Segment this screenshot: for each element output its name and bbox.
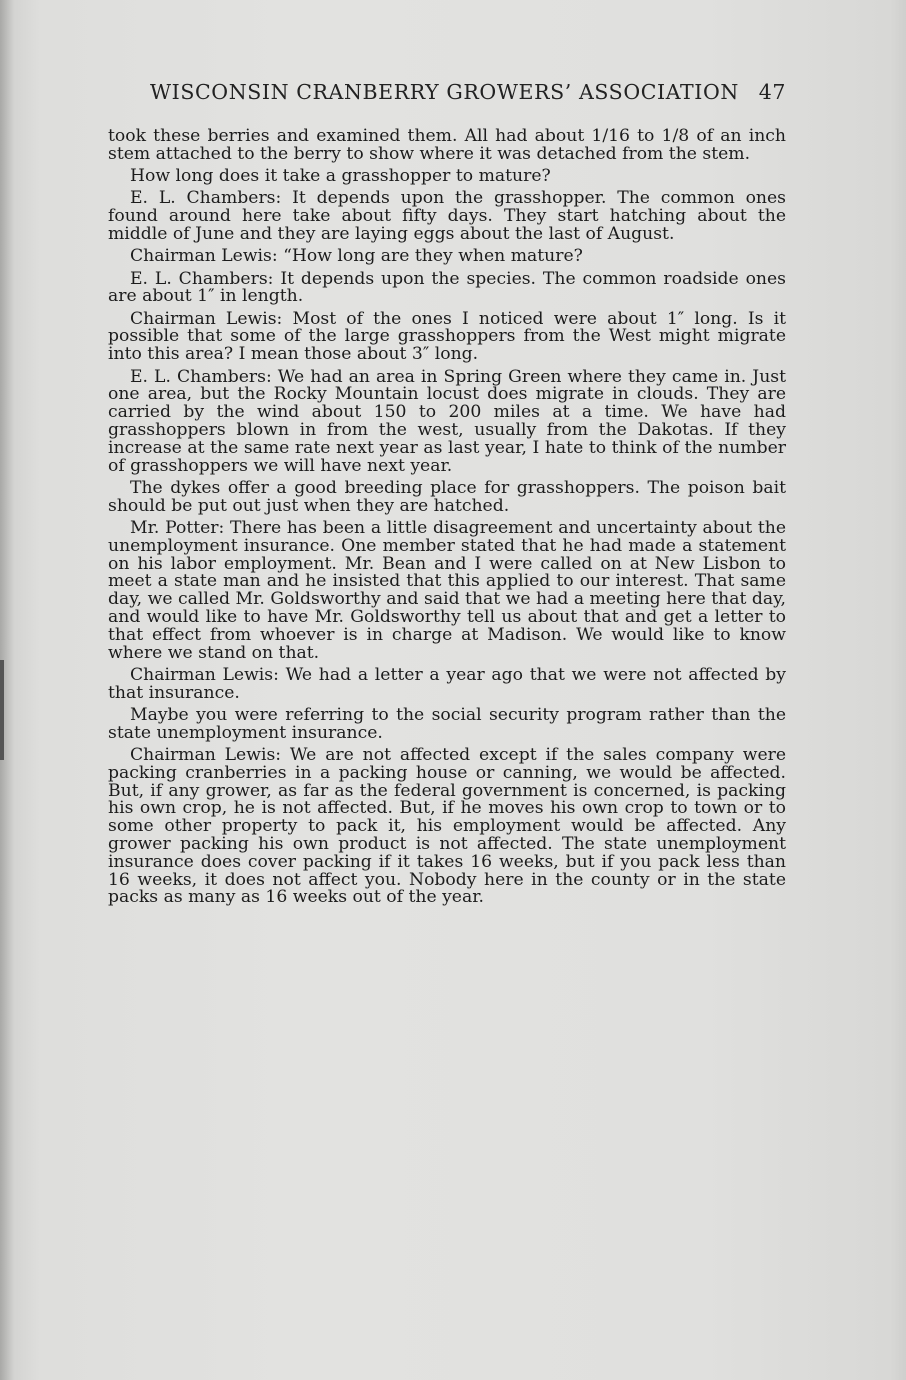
paragraph: Mr. Potter: There has been a little disagreement and uncertainty about the unemployment insurance. One member stated that he had made a statement on his labor employment. Mr. Bean and I were called on at New Lisbon to meet a state man and he insisted that this applied to our interest. That same day, we called Mr. Goldsworthy and said that we had a meeting here that day, and would like to have Mr. Goldsworthy tell us about that and get a letter to that effect from whoever is in charge at Madison. We would like to know where we stand on that. (108, 517, 786, 663)
paragraph: E. L. Chambers: We had an area in Spring Green where they came in. Just one area, but the Rocky Mountain locust does migrate in clouds. They are carried by the wind about 150 to 200 miles at a time. We have had grasshoppers blown in from the west, usually from the Dakotas. If they increase at the same rate next year as last year, I hate to think of the number of grasshoppers we will have next year. (108, 366, 786, 476)
paragraph: Chairman Lewis: We had a letter a year ago that we were not affected by that insurance. (108, 664, 786, 703)
running-header (150, 80, 790, 110)
paragraph: took these berries and examined them. All had about 1/16 to 1/8 of an inch stem attached to the berry to show where it was detached from the stem. (108, 126, 786, 164)
paragraph: Chairman Lewis: Most of the ones I noticed were about 1″ long. Is it possible that some of the large grasshoppers from the West might migrate into this area? I mean those about 3″ long. (108, 308, 786, 365)
paragraph: Maybe you were referring to the social security program rather than the state unemployment insurance. (108, 704, 786, 743)
paragraph: How long does it take a grasshopper to mature? (130, 166, 551, 187)
body-text (108, 128, 786, 912)
header-title: WISCONSIN CRANBERRY GROWERS’ ASSOCIATION (150, 80, 739, 104)
page-number: 47 (758, 80, 786, 104)
paragraph: E. L. Chambers: It depends upon the species. The common roadside ones are about 1″ in length. (108, 268, 786, 307)
paragraph: E. L. Chambers: It depends upon the grasshopper. The common ones found around here take about fifty days. They start hatching about the middle of June and they are laying eggs about the last of August. (108, 188, 786, 244)
binding-shadow (0, 660, 4, 760)
paragraph: Chairman Lewis: “How long are they when mature? (130, 246, 583, 267)
paragraph: Chairman Lewis: We are not affected except if the sales company were packing cranberries in a packing house or canning, we would be affected. But, if any grower, as far as the federal government is concerned, is packing his own crop, he is not affected. But, if he moves his own crop to town or to some other property to pack it, his employment would be affected. Any grower packing his own product is not affected. The state unemployment insurance does cover packing if it takes 16 weeks, but if you pack less than 16 weeks, it does not affect you. Nobody here in the county or in the state packs as many as 16 weeks out of the year. (108, 745, 786, 908)
paragraph: The dykes offer a good breeding place for grasshoppers. The poison bait should be put out just when they are hatched. (108, 477, 786, 516)
